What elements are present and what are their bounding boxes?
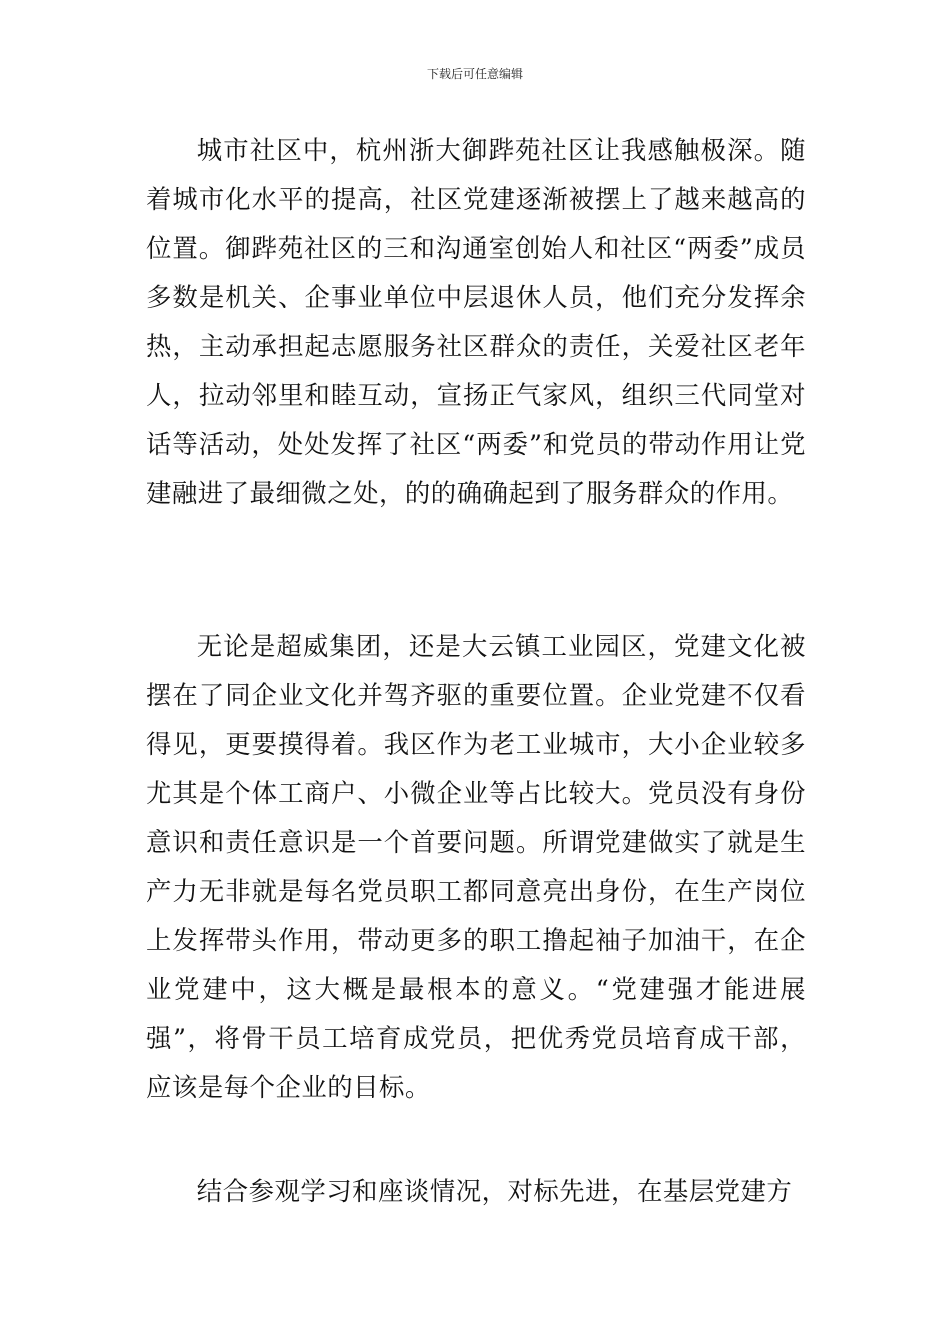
body-paragraph: 无论是超威集团，还是大云镇工业园区，党建文化被摆在了同企业文化并驾齐驱的重要位置。企业党建不仅看得见，更要摸得着。我区作为老工业城市，大小企业较多尤其是个体工商户、小微企业等占比较大。党员没有身份意识和责任意识是一个首要问题。所谓党建做实了就是生产力无非就是每名党员职工都同意亮出身份，在生产岗位上发挥带头作用，带动更多的职工撸起袖子加油干，在企业党建中，这大概是最根本的意义。“党建强才能进展强”，将骨干员工培育成党员，把优秀党员培育成干部，应该是每个企业的目标。	[146, 631, 806, 1102]
body-paragraph-3-block	[146, 1167, 806, 1216]
body-paragraph: 结合参观学习和座谈情况，对标先进，在基层党建方	[196, 1176, 793, 1206]
page-header-note: 下载后可任意编辑	[426, 67, 523, 81]
body-paragraph: 城市社区中，杭州浙大御跸苑社区让我感触极深。随着城市化水平的提高，社区党建逐渐被摆上了越来越高的位置。御跸苑社区的三和沟通室创始人和社区“两委”成员多数是机关、企事业单位中层退休人员，他们充分发挥余热，主动承担起志愿服务社区群众的责任，关爱社区老年人，拉动邻里和睦互动，宣扬正气家风，组织三代同堂对话等活动，处处发挥了社区“两委”和党员的带动作用让党建融进了最细微之处，的的确确起到了服务群众的作用。	[146, 135, 806, 508]
body-paragraph-1-block	[146, 126, 806, 518]
body-paragraph-2-block	[146, 622, 806, 1112]
